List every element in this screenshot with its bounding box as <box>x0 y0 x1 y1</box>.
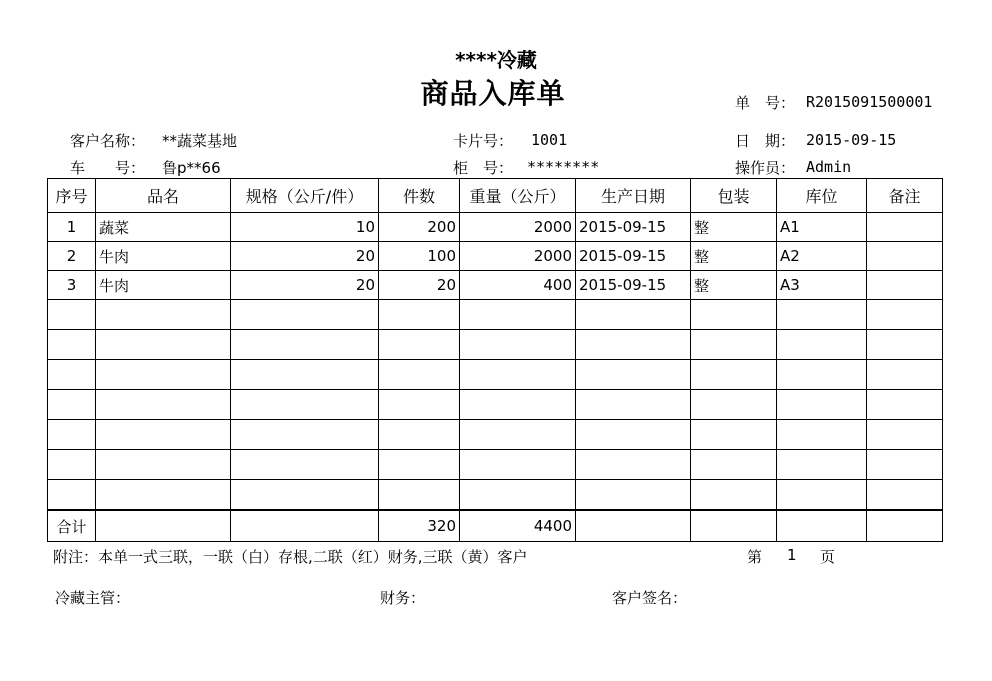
page-prefix: 第 <box>747 548 763 566</box>
empty-row <box>48 450 943 480</box>
page-suffix: 页 <box>820 548 836 566</box>
cell-date: 2015-09-15 <box>576 271 691 300</box>
cell-weight: 400 <box>460 271 576 300</box>
cell-note <box>867 271 943 300</box>
total-qty: 320 <box>379 510 460 542</box>
total-row <box>48 510 943 542</box>
operator-value: Admin <box>806 158 852 176</box>
cell-date: 2015-09-15 <box>576 242 691 271</box>
cell-note <box>867 242 943 271</box>
document-title: 商品入库单 <box>420 77 566 110</box>
cell-weight: 2000 <box>460 242 576 271</box>
cell-pack: 整 <box>691 242 777 271</box>
cell-spec: 20 <box>231 271 379 300</box>
vehicle-label: 车 号： <box>70 159 146 177</box>
cell-name: 牛肉 <box>96 271 231 300</box>
date-value: 2015-09-15 <box>806 131 897 149</box>
cell-qty: 20 <box>379 271 460 300</box>
cabinet-label: 柜 号： <box>453 159 514 177</box>
column-header: 包装 <box>691 179 777 213</box>
table-row <box>48 213 943 242</box>
cell-date: 2015-09-15 <box>576 213 691 242</box>
column-header: 规格（公斤/件） <box>231 179 379 213</box>
customer-value: **蔬菜基地 <box>162 132 238 150</box>
empty-row <box>48 390 943 420</box>
cell-qty: 200 <box>379 213 460 242</box>
cell-no: 1 <box>48 213 96 242</box>
cell-name: 蔬菜 <box>96 213 231 242</box>
cell-qty: 100 <box>379 242 460 271</box>
empty-row <box>48 330 943 360</box>
total-label: 合计 <box>48 510 96 542</box>
cell-note <box>867 213 943 242</box>
empty-row <box>48 300 943 330</box>
column-header: 件数 <box>379 179 460 213</box>
card-label: 卡片号： <box>453 132 514 150</box>
date-label: 日 期： <box>735 132 796 150</box>
cell-location: A2 <box>777 242 867 271</box>
card-value: 1001 <box>531 131 568 149</box>
column-header: 序号 <box>48 179 96 213</box>
cabinet-value: ******** <box>527 158 600 176</box>
company-name: ****冷藏 <box>455 48 537 72</box>
cell-location: A3 <box>777 271 867 300</box>
empty-row <box>48 420 943 450</box>
column-header: 重量（公斤） <box>460 179 576 213</box>
column-header: 生产日期 <box>576 179 691 213</box>
footer-note: 附注：本单一式三联，一联（白）存根,二联（红）财务,三联（黄）客户 <box>53 548 528 566</box>
empty-row <box>48 360 943 390</box>
cell-pack: 整 <box>691 271 777 300</box>
cell-pack: 整 <box>691 213 777 242</box>
column-header: 库位 <box>777 179 867 213</box>
empty-row <box>48 480 943 511</box>
table-header-row <box>48 179 943 213</box>
column-header: 备注 <box>867 179 943 213</box>
table-row <box>48 271 943 300</box>
supervisor-signature-label: 冷藏主管： <box>55 589 131 607</box>
customer-signature-label: 客户签名： <box>612 589 688 607</box>
cell-location: A1 <box>777 213 867 242</box>
cell-spec: 20 <box>231 242 379 271</box>
cell-weight: 2000 <box>460 213 576 242</box>
page-number: 1 <box>787 546 797 564</box>
customer-label: 客户名称： <box>70 132 146 150</box>
table-row <box>48 242 943 271</box>
doc-number-label: 单 号： <box>735 94 796 112</box>
column-header: 品名 <box>96 179 231 213</box>
finance-signature-label: 财务： <box>380 589 426 607</box>
cell-no: 2 <box>48 242 96 271</box>
vehicle-value: 鲁p**66 <box>162 159 221 177</box>
operator-label: 操作员： <box>735 159 796 177</box>
cell-name: 牛肉 <box>96 242 231 271</box>
cell-spec: 10 <box>231 213 379 242</box>
cell-no: 3 <box>48 271 96 300</box>
doc-number: R2015091500001 <box>806 93 933 111</box>
inventory-table <box>47 178 943 542</box>
total-weight: 4400 <box>460 510 576 542</box>
